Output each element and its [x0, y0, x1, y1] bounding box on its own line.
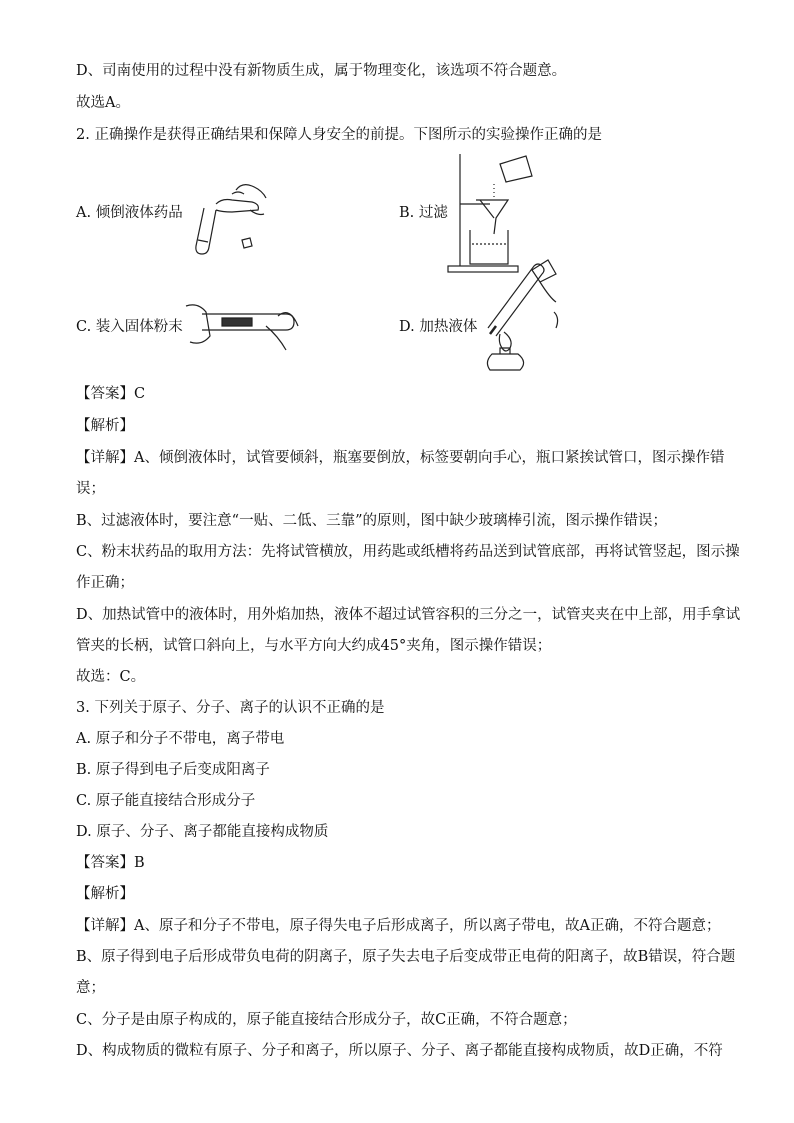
answer-label: 【答案】C — [76, 386, 146, 402]
option-c: C. 原子能直接结合形成分子 — [76, 793, 256, 809]
text-line: 误； — [76, 481, 105, 497]
filtration-figure — [446, 150, 546, 274]
option-b: B. 原子得到电子后变成阳离子 — [76, 762, 270, 778]
option-b-label: B. 过滤 — [399, 205, 448, 221]
option-a: A. 原子和分子不带电，离子带电 — [76, 731, 285, 747]
question-3-stem: 3. 下列关于原子、分子、离子的认识不正确的是 — [76, 700, 385, 716]
text-line: B、原子得到电子后形成带负电荷的阴离子，原子失去电子后变成带正电荷的阳离子，故B错误，符合题 — [76, 949, 736, 965]
text-line: D、加热试管中的液体时，用外焰加热，液体不超过试管容积的三分之一，试管夹夹在中上部，用手拿试 — [76, 607, 741, 623]
option-c-label: C. 装入固体粉末 — [76, 319, 183, 335]
solid-powder-figure — [182, 296, 302, 356]
text-line: C、粉末状药品的取用方法：先将试管横放，用药匙或纸槽将药品送到试管底部，再将试管竖起，图示操 — [76, 544, 740, 560]
question-2-stem: 2. 正确操作是获得正确结果和保障人身安全的前提。下图所示的实验操作正确的是 — [76, 127, 602, 143]
text-line: 意； — [76, 980, 105, 996]
answer-label: 【答案】B — [76, 855, 145, 871]
text-line: D、司南使用的过程中没有新物质生成，属于物理变化，该选项不符合题意。 — [76, 63, 567, 79]
text-line: C、分子是由原子构成的，原子能直接结合形成分子，故C正确，不符合题意； — [76, 1012, 577, 1028]
text-line: 【详解】A、原子和分子不带电，原子得失电子后形成离子，所以离子带电，故A正确，不符合题意； — [76, 918, 721, 934]
pouring-liquid-figure — [192, 168, 272, 260]
text-line: 【详解】A、倾倒液体时，试管要倾斜，瓶塞要倒放，标签要朝向手心，瓶口紧挨试管口，图示操作错 — [76, 450, 725, 466]
option-d: D. 原子、分子、离子都能直接构成物质 — [76, 824, 329, 840]
text-line: B、过滤液体时，要注意“一贴、二低、三靠”的原则，图中缺少玻璃棒引流，图示操作错误； — [76, 513, 667, 529]
option-a-label: A. 倾倒液体药品 — [76, 205, 183, 221]
option-d-label: D. 加热液体 — [399, 319, 478, 335]
text-line: 故选：C。 — [76, 669, 146, 685]
heating-liquid-figure — [474, 258, 570, 376]
analysis-label: 【解析】 — [76, 886, 134, 902]
text-line: 作正确； — [76, 575, 134, 591]
text-line: 管夹的长柄，试管口斜向上，与水平方向大约成45°夹角，图示操作错误； — [76, 638, 552, 654]
text-line: 故选A。 — [76, 95, 130, 111]
analysis-label: 【解析】 — [76, 418, 134, 434]
text-line: D、构成物质的微粒有原子、分子和离子，所以原子、分子、离子都能直接构成物质，故D正确，不符 — [76, 1043, 723, 1059]
